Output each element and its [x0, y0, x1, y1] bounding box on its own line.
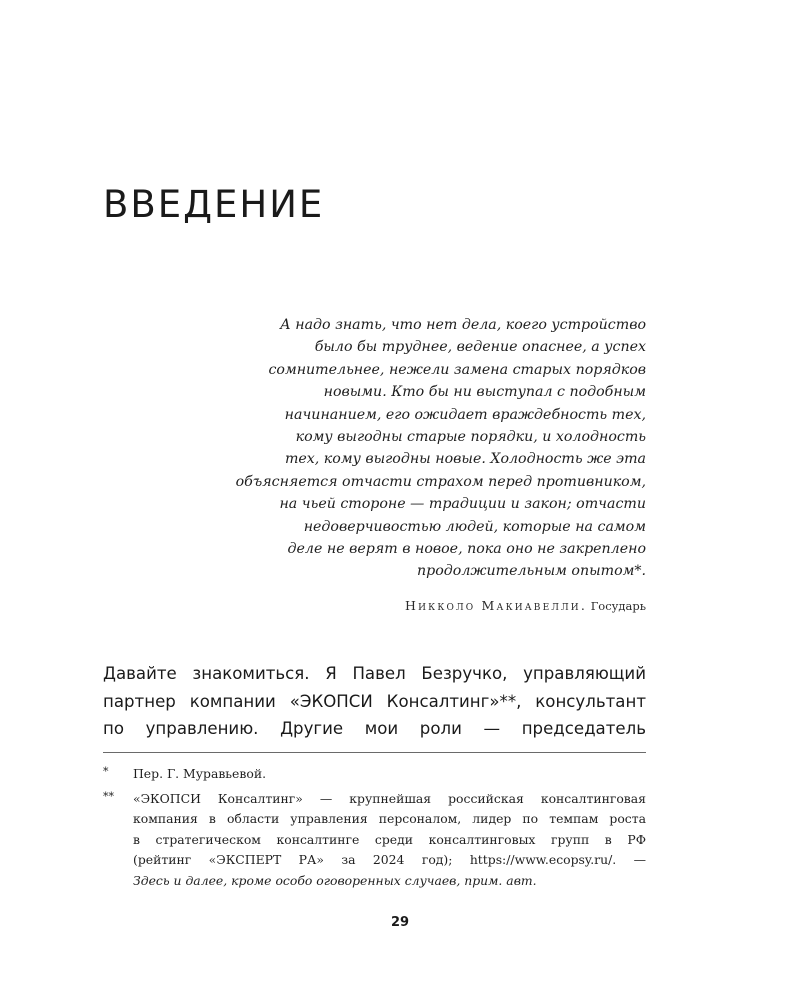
epigraph-line: было бы труднее, ведение опаснее, а успех [314, 339, 646, 356]
epigraph-line: кому выгодны старые порядки, и холодность [295, 429, 646, 446]
footnotes [103, 764, 646, 895]
footnote-line: компания в области управления персоналом, лидер по темпам роста [133, 811, 646, 826]
epigraph-line: А надо знать, что нет дела, коего устройство [280, 317, 646, 333]
epigraph-line: деле не верят в новое, пока оно не закреплено [287, 541, 646, 558]
footnote-item [103, 764, 646, 785]
epigraph-line: новыми. Кто бы ни выступал с подобным [323, 384, 646, 401]
footnote-mark: ** [103, 789, 114, 803]
footnote-item [103, 789, 646, 892]
body-line: Давайте знакомиться. Я Павел Безручко, управляющий [103, 664, 646, 683]
body-line: по управлению. Другие мои роли — председатель [103, 719, 646, 738]
footnote-line: Здесь и далее, кроме особо оговоренных случаев, прим. авт. [133, 872, 537, 888]
epigraph-line: сомнительнее, нежели замена старых порядков [268, 361, 646, 378]
epigraph-attribution [405, 598, 646, 613]
footnote-line: «ЭКОПСИ Консалтинг» — крупнейшая российская консалтинговая [133, 790, 646, 806]
epigraph-line: объясняется отчасти страхом перед противником, [235, 473, 646, 490]
footnote-line: (рейтинг «ЭКСПЕРТ РА» за 2024 год); https://www.ecopsy.ru/. — [133, 852, 646, 867]
footnote-mark: * [103, 765, 109, 778]
footnote-line: Пер. Г. Муравьевой. [133, 766, 267, 781]
epigraph-quote [200, 314, 646, 583]
epigraph-line: тех, кому выгодны новые. Холодность же эта [284, 451, 646, 468]
epigraph-work: Государь [590, 599, 646, 613]
epigraph-author: Никколо Макиавелли. [405, 598, 588, 613]
epigraph-line: начинанием, его ожидает враждебность тех, [284, 406, 646, 423]
footnote-line: в стратегическом консалтинге среди консалтинговых групп в РФ [133, 831, 646, 847]
epigraph-line: на чьей стороне — традиции и закон; отчасти [279, 496, 646, 513]
footnote-divider [103, 752, 646, 753]
chapter-title: ВВЕДЕНИЕ [103, 183, 325, 226]
body-line: партнер компании «ЭКОПСИ Консалтинг»**, консультант [103, 691, 646, 711]
epigraph-line: продолжительным опытом*. [417, 563, 646, 580]
page-number: 29 [390, 915, 410, 930]
epigraph-line: недоверчивостью людей, которые на самом [303, 518, 646, 535]
body-paragraph [103, 660, 646, 743]
